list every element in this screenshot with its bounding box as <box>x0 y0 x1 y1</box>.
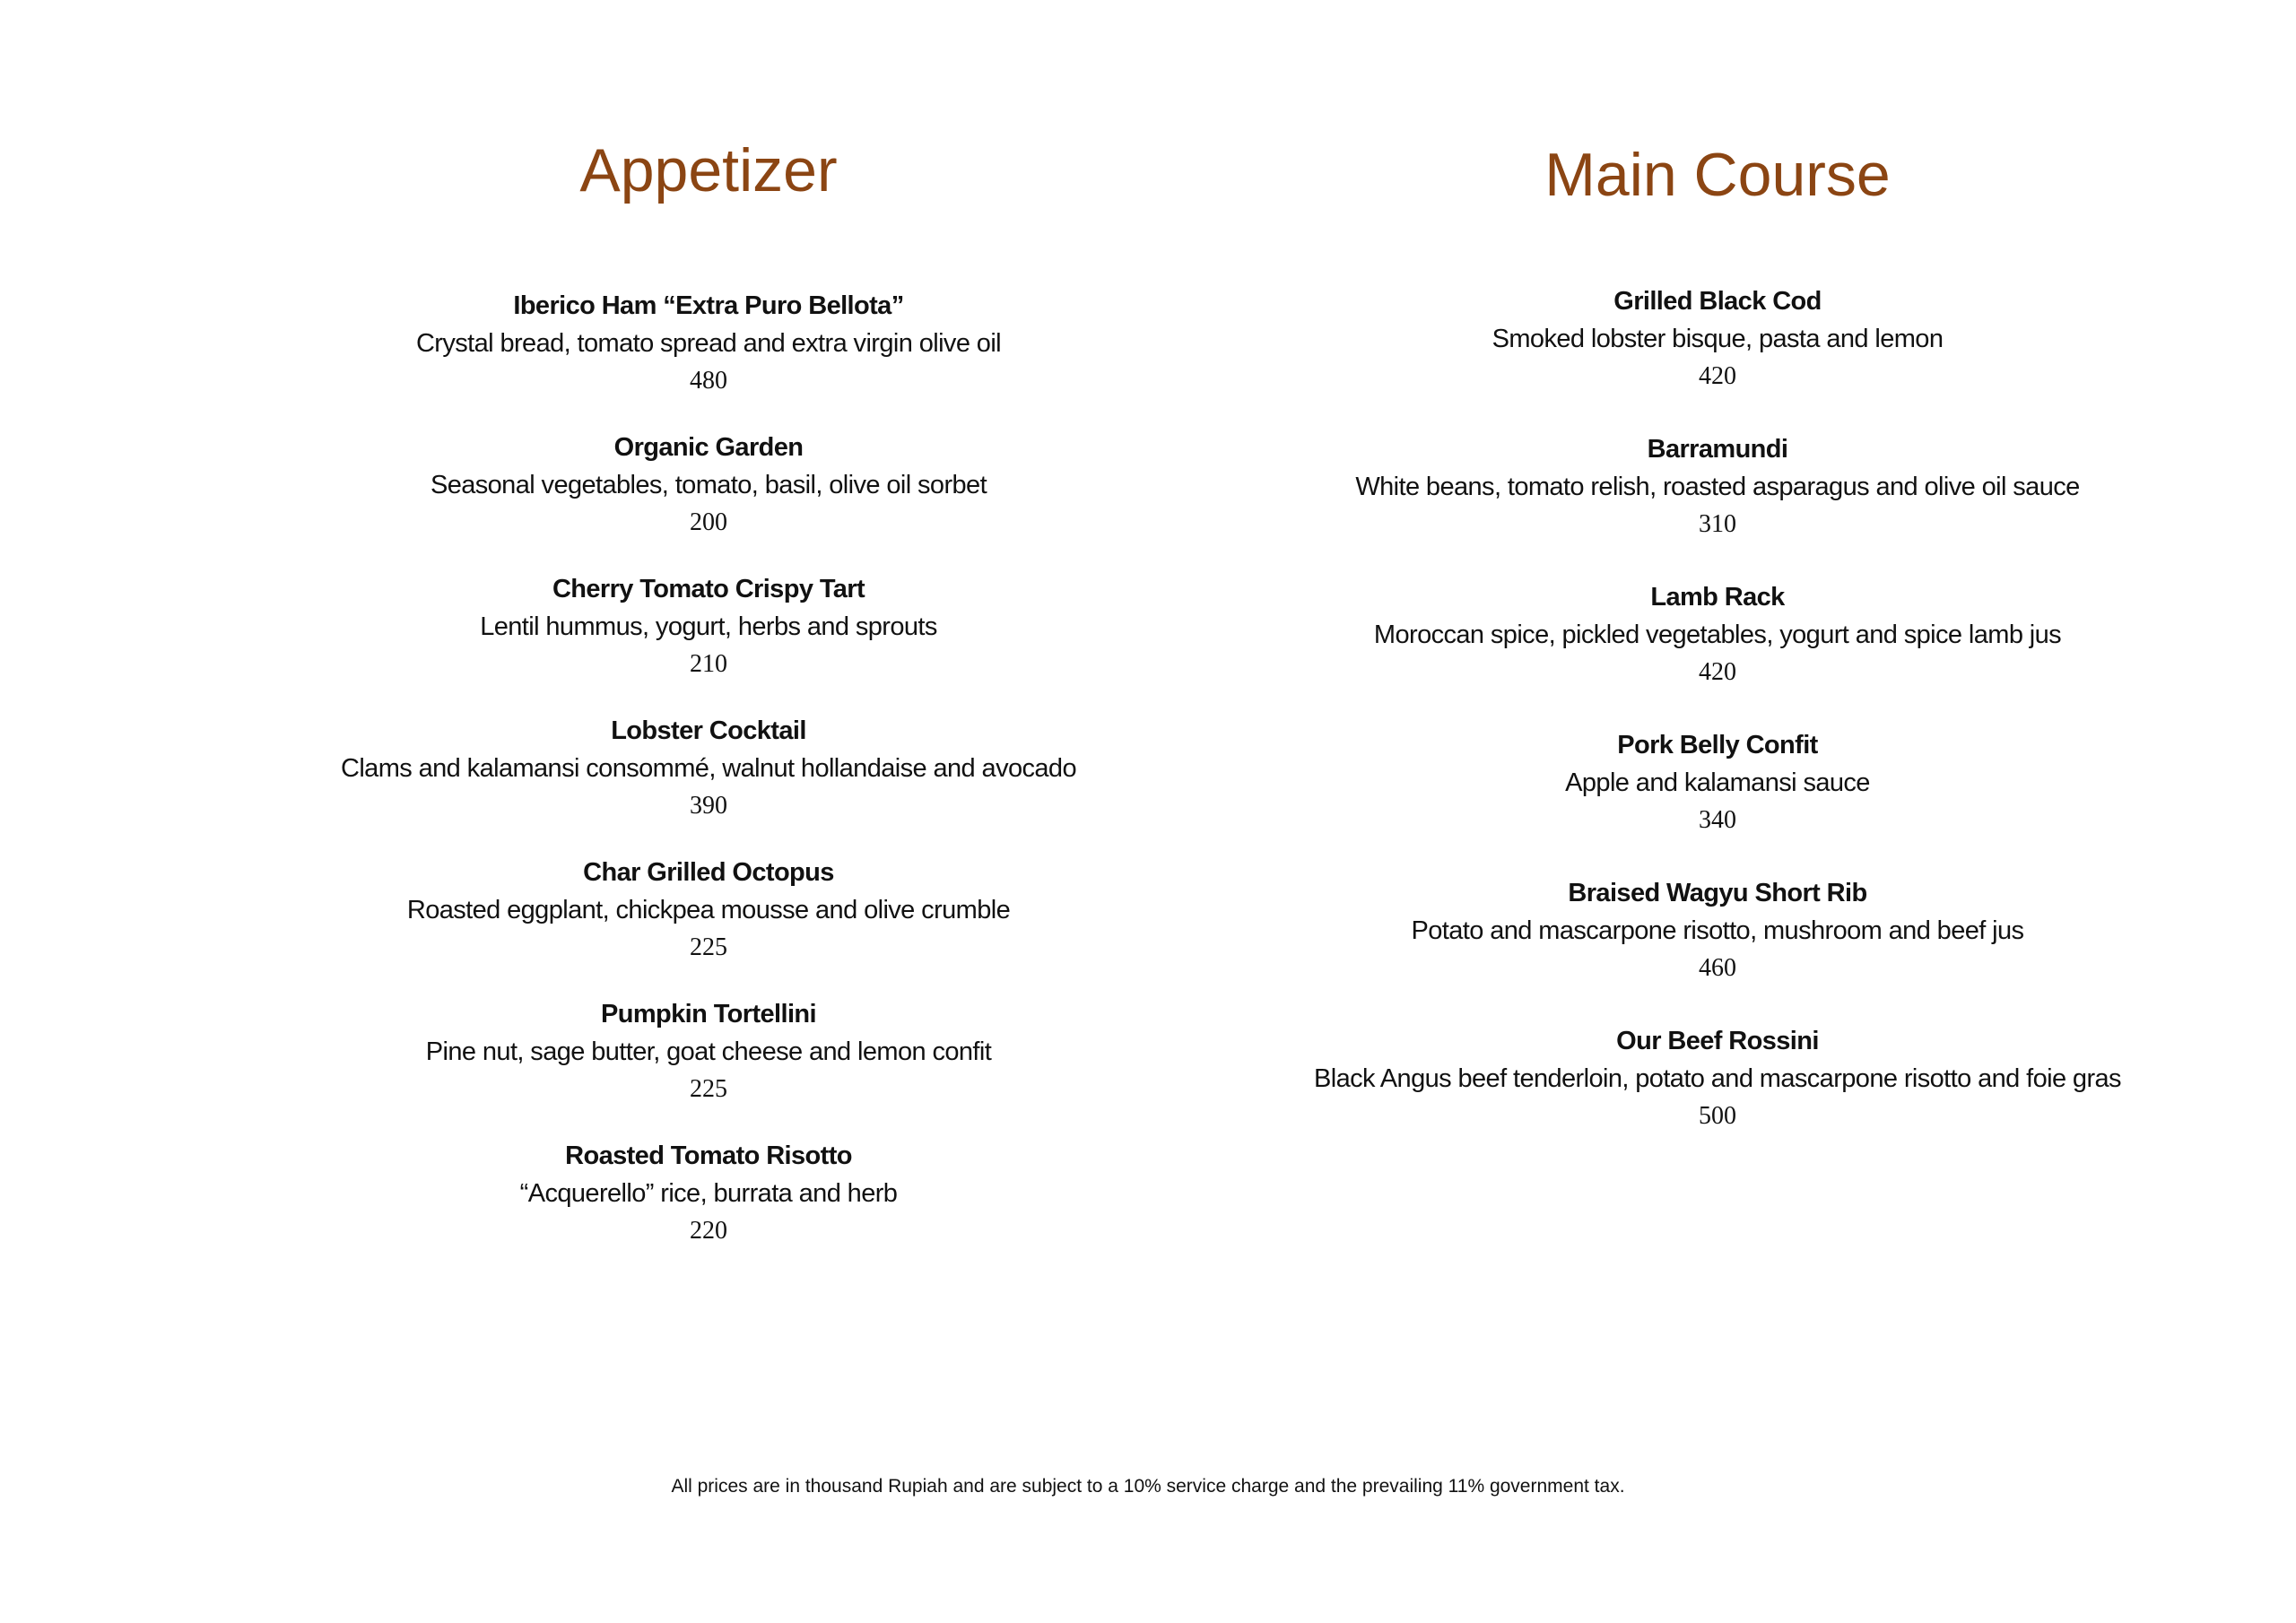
menu-item <box>305 570 1112 712</box>
menu-item <box>1233 282 2202 430</box>
menu-item <box>305 995 1112 1137</box>
item-description: Roasted eggplant, chickpea mousse and olive crumble <box>406 896 1011 924</box>
item-price: 210 <box>690 650 727 678</box>
item-name: Lobster Cocktail <box>611 716 806 745</box>
item-name: Braised Wagyu Short Rib <box>1568 879 1867 907</box>
item-name: Pumpkin Tortellini <box>600 1000 816 1028</box>
item-description: White beans, tomato relish, roasted asparagus and olive oil sauce <box>1355 473 2080 501</box>
appetizer-section <box>305 135 1112 1279</box>
item-description: Seasonal vegetables, tomato, basil, olive oil sorbet <box>430 471 987 499</box>
item-name: Barramundi <box>1647 435 1788 464</box>
item-price: 390 <box>690 792 727 820</box>
item-description: Black Angus beef tenderloin, potato and mascarpone risotto and foie gras <box>1314 1064 2121 1093</box>
item-name: Char Grilled Octopus <box>583 858 834 887</box>
item-description: Lentil hummus, yogurt, herbs and sprouts <box>480 612 937 641</box>
item-description: Pine nut, sage butter, goat cheese and lemon confit <box>425 1037 992 1066</box>
item-price: 460 <box>1699 954 1736 982</box>
item-name: Iberico Ham “Extra Puro Bellota” <box>513 291 904 320</box>
menu-item <box>305 712 1112 854</box>
menu-item <box>305 287 1112 429</box>
menu-item <box>1233 578 2202 726</box>
item-name: Roasted Tomato Risotto <box>565 1141 852 1170</box>
item-name: Organic Garden <box>613 433 804 462</box>
item-description: Clams and kalamansi consommé, walnut hollandaise and avocado <box>341 754 1076 783</box>
item-price: 220 <box>690 1217 727 1245</box>
menu-item <box>305 1137 1112 1279</box>
item-name: Cherry Tomato Crispy Tart <box>552 575 865 603</box>
item-price: 225 <box>690 933 727 961</box>
appetizer-title: Appetizer <box>579 136 838 204</box>
menu-item <box>305 429 1112 570</box>
item-price: 200 <box>690 508 727 536</box>
menu-item <box>1233 874 2202 1022</box>
item-price: 340 <box>1699 806 1736 834</box>
menu-item <box>305 854 1112 995</box>
item-name: Our Beef Rossini <box>1616 1027 1819 1055</box>
item-price: 420 <box>1699 362 1736 390</box>
item-price: 480 <box>690 367 727 395</box>
item-name: Pork Belly Confit <box>1617 731 1818 759</box>
menu-item <box>1233 726 2202 874</box>
main-course-section <box>1233 139 2202 1170</box>
item-description: Potato and mascarpone risotto, mushroom and beef jus <box>1411 916 2024 945</box>
item-description: Apple and kalamansi sauce <box>1565 768 1870 797</box>
menu-item <box>1233 430 2202 578</box>
item-name: Grilled Black Cod <box>1613 287 1822 316</box>
item-price: 420 <box>1699 658 1736 686</box>
item-description: “Acquerello” rice, burrata and herb <box>519 1179 898 1208</box>
item-price: 310 <box>1699 510 1736 538</box>
item-price: 500 <box>1699 1102 1736 1130</box>
item-name: Lamb Rack <box>1650 583 1785 612</box>
item-description: Moroccan spice, pickled vegetables, yogurt and spice lamb jus <box>1373 621 2062 649</box>
main-course-title: Main Course <box>1544 141 1891 209</box>
item-description: Smoked lobster bisque, pasta and lemon <box>1492 325 1944 353</box>
item-price: 225 <box>690 1075 727 1103</box>
item-description: Crystal bread, tomato spread and extra virgin olive oil <box>415 329 1002 358</box>
price-disclaimer: All prices are in thousand Rupiah and are subject to a 10% service charge and the prevailing 11% government tax. <box>671 1476 1625 1497</box>
menu-item <box>1233 1022 2202 1170</box>
